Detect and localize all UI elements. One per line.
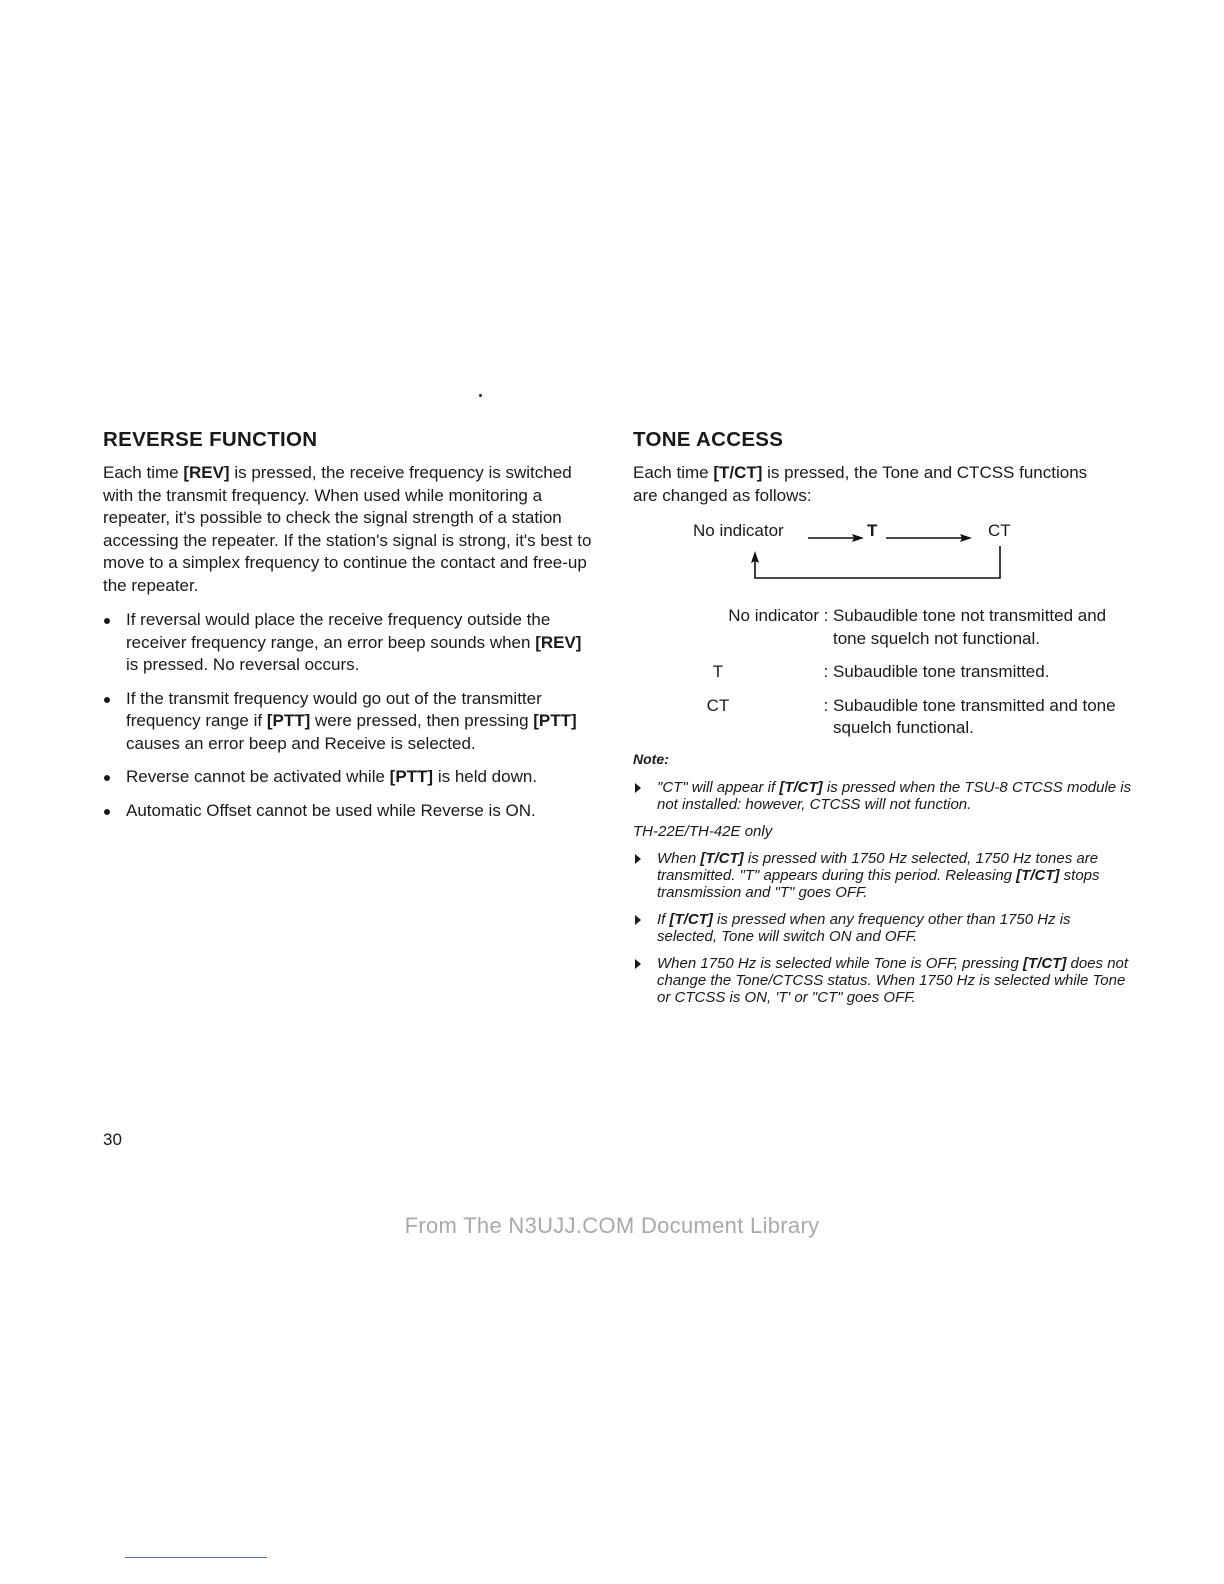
paragraph: [103, 462, 593, 597]
note-item: [633, 850, 1133, 901]
note-item: [633, 955, 1133, 1006]
scan-speck: [479, 394, 482, 397]
text: is pressed with 1750 Hz selected, 1750 Hz tones are transmitted. "T" appears during this period. Releasing: [657, 849, 1099, 884]
note-item: [633, 911, 1133, 945]
model-label: TH-22E/TH-42E only: [633, 822, 773, 840]
description: Subaudible tone not transmitted and tone squelch not functional.: [833, 606, 1107, 648]
text: Reverse cannot be activated while: [126, 767, 390, 786]
text: Automatic Offset cannot be used while Reverse is ON.: [126, 800, 536, 820]
triangle-bullet-icon: [635, 854, 641, 864]
section-heading: TONE ACCESS: [633, 428, 784, 451]
state-ct: CT: [988, 521, 1011, 540]
text: is held down.: [433, 767, 538, 786]
text: were pressed, then pressing: [310, 711, 534, 730]
term: T: [712, 662, 724, 681]
text: stops transmission and "T" goes OFF.: [657, 866, 1100, 901]
definition-row: T : Subaudible tone transmitted.: [633, 661, 1133, 684]
text: If reversal would place the receive frequency outside the receiver frequency range, an error beep sounds when: [126, 610, 551, 652]
text: is pressed. No reversal occurs.: [126, 655, 360, 674]
text: Each time: [633, 463, 714, 482]
text: is pressed, the Tone and CTCSS functions are changed as follows:: [633, 463, 1088, 505]
key-label: [PTT]: [533, 711, 577, 730]
term: CT: [706, 695, 730, 715]
state-t: T: [867, 521, 878, 540]
description: Subaudible tone transmitted and tone squelch functional.: [833, 695, 1116, 737]
watermark: From The N3UJJ.COM Document Library: [404, 1213, 820, 1238]
text: Each time: [103, 463, 184, 482]
note-list: [633, 850, 1133, 1006]
term: No indicator: [728, 606, 819, 625]
list-item: [103, 800, 593, 823]
text: is pressed, the receive frequency is switched with the transmit frequency. When used while monitoring a repeater, it's possible to check the signal strength of a station accessing the repeater. If the station's signal is strong, it's best to move to a simplex frequency to continue the contact and free-up the repeater.: [103, 463, 592, 595]
text: "CT" will appear if: [657, 778, 780, 796]
key-label: [REV]: [183, 463, 230, 482]
state-no-indicator: No indicator: [693, 521, 784, 540]
key-label: [REV]: [535, 632, 582, 652]
text: When 1750 Hz is selected while Tone is OFF, pressing: [657, 954, 1024, 972]
tone-cycle-diagram: [633, 509, 1133, 579]
key-label: [T/CT]: [1023, 954, 1067, 972]
key-label: [T/CT]: [669, 910, 713, 928]
indicator-definitions: [633, 605, 1133, 740]
list-item: [103, 766, 593, 789]
section-heading: REVERSE FUNCTION: [103, 428, 318, 451]
paragraph: [633, 462, 1093, 507]
return-arrow-line: [755, 546, 1000, 578]
description: Subaudible tone transmitted.: [833, 662, 1050, 681]
list-item: [103, 688, 593, 756]
key-label: [PTT]: [389, 767, 434, 786]
text: is pressed when any frequency other than 1750 Hz is selected, Tone will switch ON and OFF.: [657, 910, 1071, 945]
text: is pressed when the TSU-8 CTCSS module is not installed: however, CTCSS will not function.: [657, 778, 1132, 813]
triangle-bullet-icon: [635, 959, 641, 969]
key-label: [T/CT]: [779, 778, 823, 796]
reverse-function-section: [103, 428, 593, 833]
note-title: Note:: [633, 750, 669, 767]
key-label: [T/CT]: [1016, 866, 1060, 884]
definition-row: No indicator : Subaudible tone not transmitted and tone squelch not functional.: [633, 605, 1133, 650]
divider-line: [125, 1557, 267, 1558]
key-label: [T/CT]: [700, 849, 744, 867]
key-label: [PTT]: [266, 711, 311, 730]
text: causes an error beep and Receive is selected.: [126, 733, 476, 753]
note-item: [633, 779, 1133, 813]
text: If the transmit frequency would go out of the transmitter frequency range if: [126, 688, 542, 730]
triangle-bullet-icon: [635, 783, 641, 793]
note-list: [633, 779, 1133, 813]
page-number: 30: [103, 1130, 122, 1149]
key-label: [T/CT]: [713, 463, 763, 482]
tone-access-section: [633, 428, 1133, 1016]
bullet-list: [103, 609, 593, 822]
definition-row: CT : Subaudible tone transmitted and tone squelch functional.: [633, 695, 1133, 740]
text: does not change the Tone/CTCSS status. When 1750 Hz is selected while Tone or CTCSS is ON, 'T' or "CT" goes OFF.: [657, 954, 1129, 1006]
text: If: [657, 910, 670, 928]
list-item: [103, 609, 593, 677]
text: When: [657, 849, 701, 867]
triangle-bullet-icon: [635, 915, 641, 925]
cycle-arrows: [633, 509, 1053, 579]
